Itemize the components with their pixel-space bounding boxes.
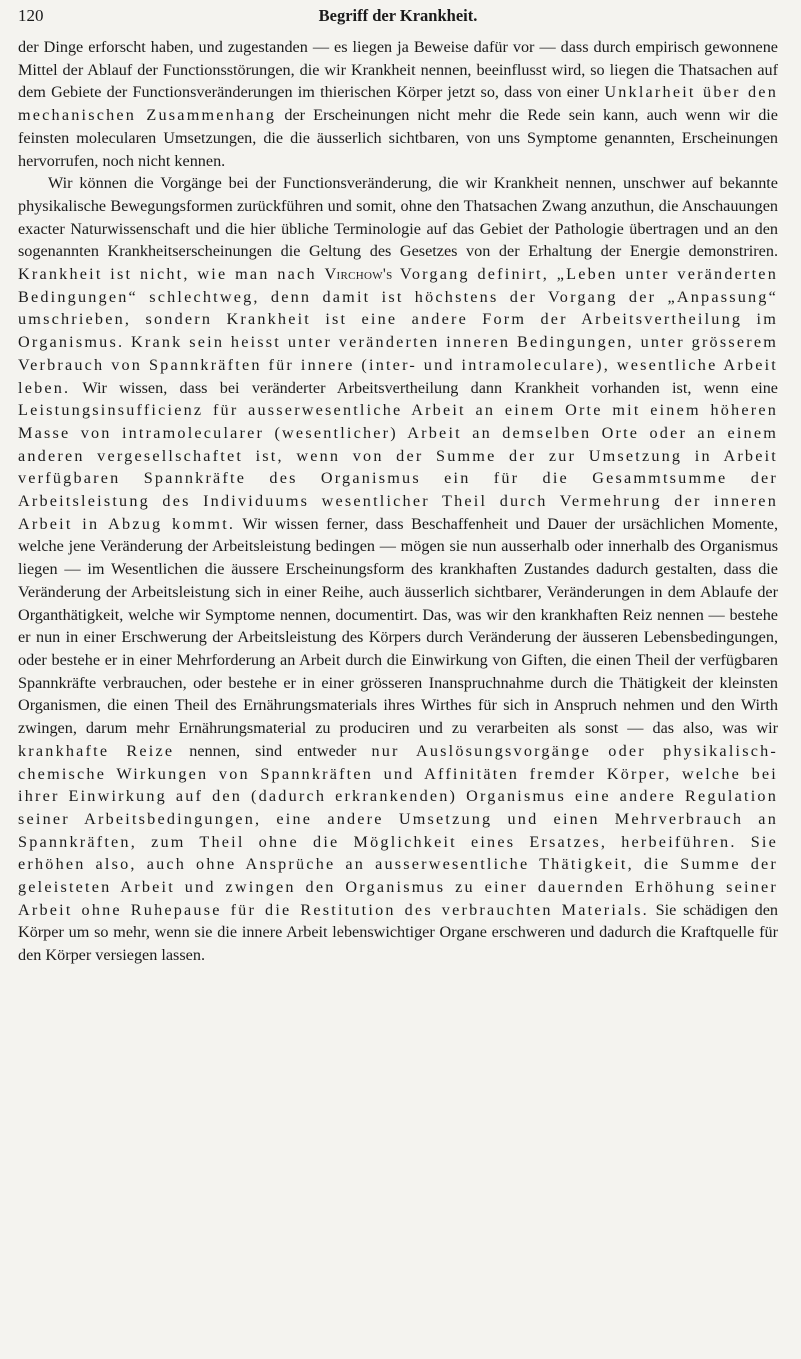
- emphasized-text-run: krankhafte Reize: [18, 741, 175, 760]
- text-run: Wir können die Vorgänge bei der Functionsveränderung, die wir Krankheit nennen, unschwer auf bekannte physikalische Bewegungsformen zurückführen und somit, ohne den Thatsachen Zwang anzuthun, die Anschauungen exacter Naturwissenschaft und die hier übliche Terminologie auf das Gebiet der Pathologie übertragen und an den sogenannten Krankheitserscheinungen die Geltung des Gesetzes von der Erhaltung der Energie demonstriren.: [18, 174, 778, 261]
- text-run: Wir wissen, dass bei veränderter Arbeitsvertheilung dann Krankheit vorhanden ist, wenn eine: [70, 378, 778, 397]
- page-number: 120: [18, 6, 44, 25]
- text-run: nennen, sind entweder: [174, 741, 372, 760]
- paragraph-2: [18, 172, 778, 967]
- text-run: Sie schädigen den Körper um so mehr, wenn sie die innere Arbeit lebenswichtiger Organe erschweren und dadurch die Kraftquelle für den Körper versiegen lassen.: [18, 900, 778, 965]
- paragraph-1: [18, 36, 778, 172]
- book-page: [18, 6, 778, 967]
- body-text: [18, 36, 778, 967]
- emphasized-text-run: Unklarheit über den mechanischen Zusammenhang: [18, 83, 778, 125]
- emphasized-text-run: Krankheit ist nicht, wie man nach: [18, 265, 325, 284]
- author-name: Virchow's: [324, 265, 393, 284]
- running-head: [18, 6, 778, 36]
- text-run: der Dinge erforscht haben, und zugestanden — es liegen ja Beweise dafür vor — dass durch empirisch gewonnene Mittel der Ablauf der Functionsstörungen, die wir Krankheit nennen, beeinflusst wird, so liegen die Thatsachen auf dem Gebiete der Functionsveränderungen im thierischen Körper jetzt so, dass von einer: [18, 38, 778, 102]
- text-run: Wir wissen ferner, dass Beschaffenheit und Dauer der ursächlichen Momente, welche jene Veränderung der Arbeitsleistung bedingen — mögen sie nun ausserhalb oder innerhalb des Organismus liegen — im Wesentlichen die äussere Erscheinungsform des krankhaften Zustandes dadurch gestalten, dass die Veränderung der Arbeitsleistung sich in einer Reihe, auch äusserlich sichtbarer, Veränderungen in dem Ablaufe der Organthätigkeit, welche wir Symptome nennen, documentirt. Das, was wir den krankhaften Reiz nennen — bestehe er nun in einer Erschwerung der Arbeitsleistung des Körpers durch Veränderung der äusseren Lebensbedingungen, oder bestehe er in einer Mehrforderung an Arbeit durch die Einwirkung von Giften, die einen Theil der verfügbaren Spannkräfte verbrauchen, oder bestehe er in einer grösseren Inanspruchnahme durch die Thätigkeit der kleinsten Organismen, die einen Theil des Ernährungsmaterials ihres Wirthes für sich in Anspruch nehmen und den Wirth zwingen, darum mehr Ernährungsmaterial zu produciren und zu verarbeiten als sonst — das also, was wir: [18, 514, 778, 738]
- text-run: der Erscheinungen nicht mehr die Rede sein kann, auch wenn wir die feinsten molecularen Umsetzungen, die die äusserlich sichtbaren, von uns Symptome genannten, Erscheinungen hervorrufen, noch nicht kennen.: [18, 106, 778, 170]
- emphasized-text-run: Leistungsinsufficienz für ausserwesentliche Arbeit an einem Orte mit einem höheren Masse von intramolecularer (wesentlicher) Arbeit an demselben Orte oder an einem anderen vergesellschaftet ist, wenn von der Summe der zur Umsetzung in Arbeit verfügbaren Spannkräfte des Organismus ein für die Gesammtsumme der Arbeitsleistung des Individuums wesentlicher Theil durch Vermehrung der inneren Arbeit in Abzug kommt.: [18, 401, 778, 533]
- emphasized-text-run: nur Auslösungsvorgänge oder physikalisch-chemische Wirkungen von Spannkräften und Affinitäten fremder Körper, welche bei ihrer Einwirkung auf den (dadurch erkrankenden) Organismus eine andere Regulation seiner Arbeitsbedingungen, eine andere Umsetzung und einen Mehrverbrauch an Spannkräften, zum Theil ohne die Möglichkeit eines Ersatzes, herbeiführen. Sie erhöhen also, auch ohne Ansprüche an ausserwesentliche Thätigkeit, die Summe der geleisteten Arbeit und zwingen den Organismus zu einer dauernden Erhöhung seiner Arbeit ohne Ruhepause für die Restitution des verbrauchten Materials.: [18, 741, 778, 919]
- running-title: Begriff der Krankheit.: [318, 6, 478, 25]
- emphasized-text-run: Vorgang definirt, „Leben unter veränderten Bedingungen“ schlechtweg, denn damit ist höchstens der Vorgang der „Anpassung“ umschrieben, sondern Krankheit ist eine andere Form der Arbeitsvertheilung im Organismus. Krank sein heisst unter veränderten inneren Bedingungen, unter grösserem Verbrauch von Spannkräften für innere (inter- und intramoleculare), wesentliche Arbeit leben.: [18, 265, 778, 397]
